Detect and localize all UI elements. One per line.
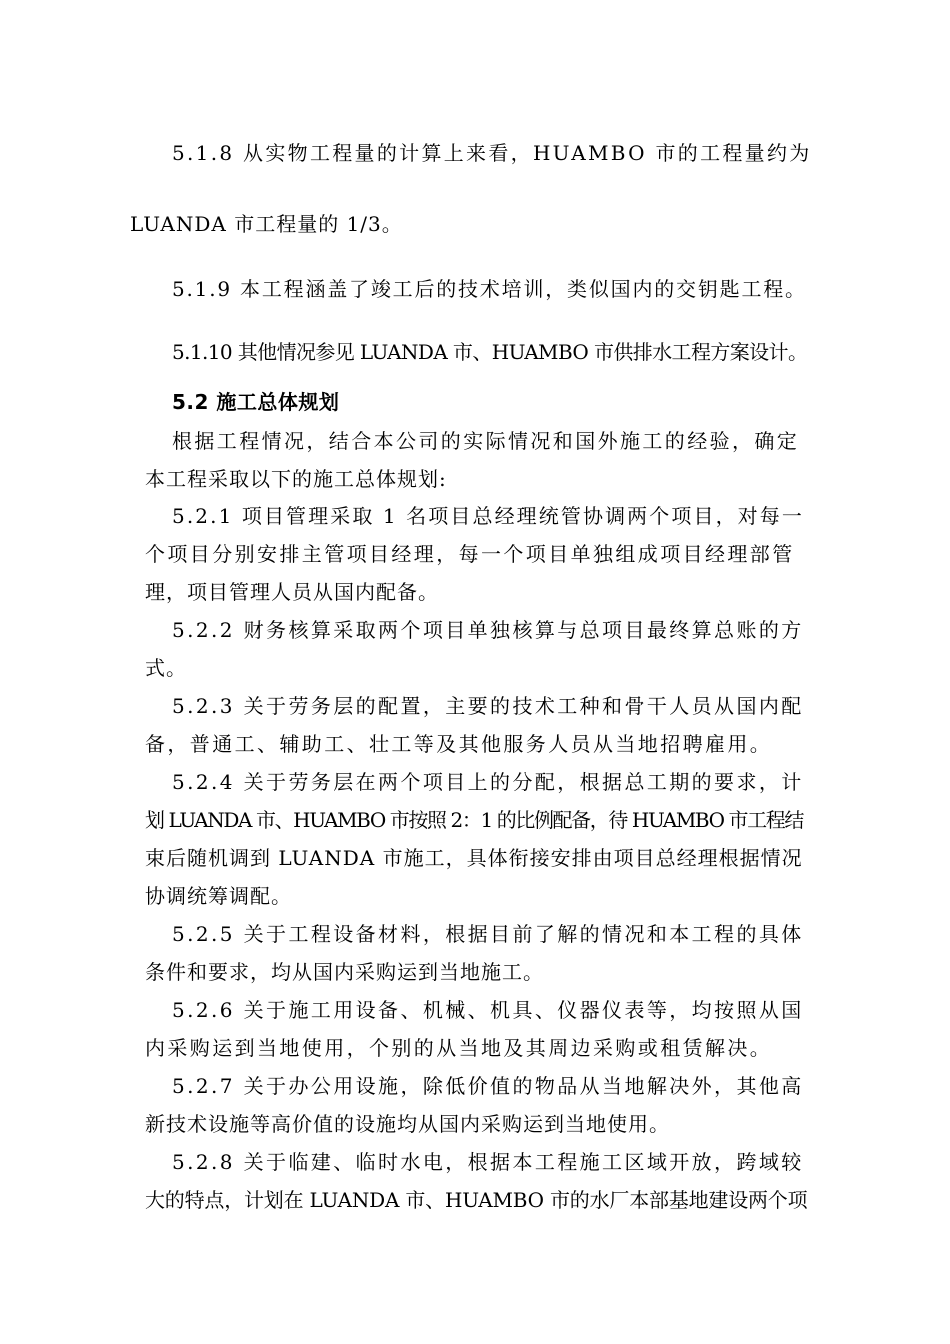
paragraph-5-1-9: 5.1.9 本工程涵盖了竣工后的技术培训，类似国内的交钥匙工程。 (172, 277, 807, 301)
paragraph-5-2-3: 5.2.3 关于劳务层的配置，主要的技术工种和骨干人员从国内配 (172, 694, 804, 718)
paragraph-5-2-8: 5.2.8 关于临建、临时水电，根据本工程施工区域开放，跨域较 (172, 1150, 804, 1174)
paragraph-5-2-1: 5.2.1 项目管理采取 1 名项目总经理统管协调两个项目，对每一 (172, 504, 804, 528)
paragraph-5-2-4-continued: 划 LUANDA 市、HUAMBO 市按照 2：1 的比例配备，待 HUAMBO 市工程结 (145, 808, 803, 832)
paragraph-intro: 根据工程情况，结合本公司的实际情况和国外施工的经验，确定 (172, 429, 800, 453)
paragraph-5-2-2-end: 式。 (145, 656, 187, 680)
paragraph-5-1-8: 5.1.8 从实物工程量的计算上来看，HUAMBO 市的工程量约为 (172, 141, 812, 165)
paragraph-5-2-1-end: 理，项目管理人员从国内配备。 (145, 580, 439, 604)
paragraph-5-2-6-end: 内采购运到当地使用，个别的从当地及其周边采购或租赁解决。 (145, 1036, 773, 1060)
paragraph-5-2-8-continued: 大的特点，计划在 LUANDA 市、HUAMBO 市的水厂本部基地建设两个项 (145, 1188, 808, 1212)
paragraph-5-2-4-line3: 束后随机调到 LUANDA 市施工，具体衔接安排由项目总经理根据情况 (145, 846, 803, 870)
paragraph-5-2-3-continued: 备，普通工、辅助工、壮工等及其他服务人员从当地招聘雇用。 (145, 732, 773, 756)
paragraph-intro-continued: 本工程采取以下的施工总体规划: (145, 467, 447, 491)
paragraph-5-1-10: 5.1.10 其他情况参见 LUANDA 市、HUAMBO 市供排水工程方案设计。 (172, 340, 808, 364)
paragraph-5-2-4-end: 协调统筹调配。 (145, 884, 292, 908)
paragraph-5-2-6: 5.2.6 关于施工用设备、机械、机具、仪器仪表等，均按照从国 (172, 998, 804, 1022)
paragraph-5-2-4: 5.2.4 关于劳务层在两个项目上的分配，根据总工期的要求，计 (172, 770, 804, 794)
paragraph-5-2-7: 5.2.7 关于办公用设施，除低价值的物品从当地解决外，其他高 (172, 1074, 804, 1098)
paragraph-5-2-7-end: 新技术设施等高价值的设施均从国内采购运到当地使用。 (145, 1112, 670, 1136)
paragraph-5-2-1-continued: 个项目分别安排主管项目经理，每一个项目单独组成项目经理部管 (145, 542, 795, 566)
paragraph-5-2-2: 5.2.2 财务核算采取两个项目单独核算与总项目最终算总账的方 (172, 618, 804, 642)
paragraph-5-2-5: 5.2.5 关于工程设备材料，根据目前了解的情况和本工程的具体 (172, 922, 804, 946)
section-heading-5-2: 5.2 施工总体规划 (172, 390, 340, 414)
paragraph-5-1-8-continued: LUANDA 市工程量的 1/3。 (130, 212, 403, 236)
paragraph-5-2-5-end: 条件和要求，均从国内采购运到当地施工。 (145, 960, 544, 984)
